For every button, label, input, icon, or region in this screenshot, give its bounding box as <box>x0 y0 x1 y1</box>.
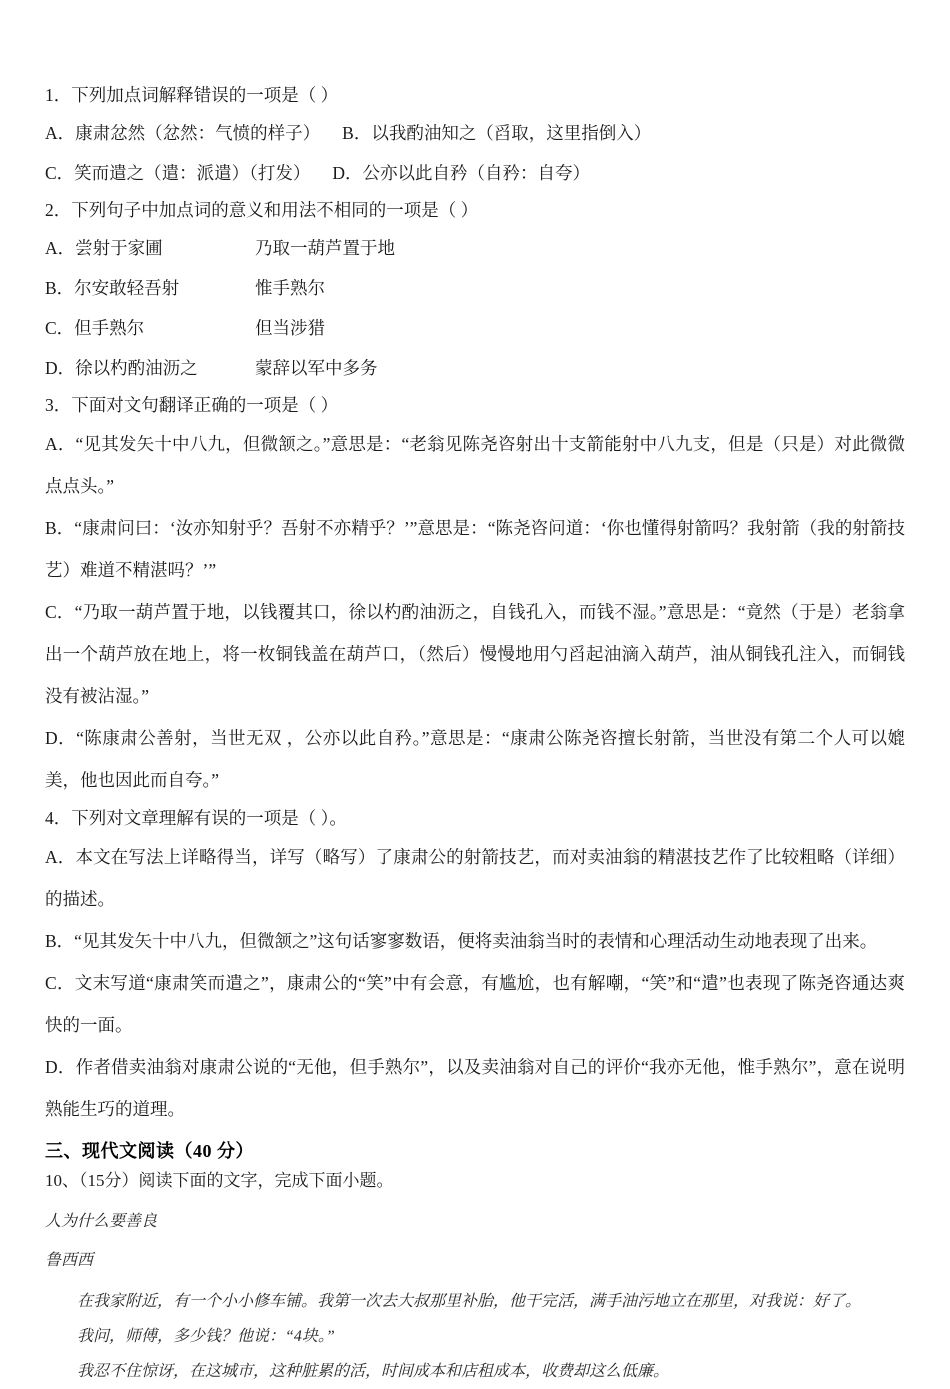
question-4-option-c[interactable]: C．文末写道“康肃笑而遣之”，康肃公的“笑”中有会意，有尴尬，也有解嘲，“笑”和“遣”也表现了陈尧咨通达爽快的一面。 <box>45 973 905 1035</box>
question-1-option-row-1 <box>45 113 905 153</box>
question-3-option-b[interactable]: B．“康肃问曰：‘汝亦知射乎？吾射不亦精乎？’”意思是：“陈尧咨问道：‘你也懂得射箭吗？我射箭（我的射箭技艺）难道不精湛吗？’” <box>45 518 905 580</box>
question-2-option-a[interactable] <box>45 228 905 268</box>
question-4-option-a[interactable]: A．本文在写法上详略得当，详写（略写）了康肃公的射箭技艺，而对卖油翁的精湛技艺作了比较粗略（详细）的描述。 <box>45 847 905 909</box>
question-1-stem: 1．下列加点词解释错误的一项是（ ） <box>45 85 339 105</box>
question-4-option-d[interactable]: D．作者借卖油翁对康肃公说的“无他，但手熟尔”，以及卖油翁对自己的评价“我亦无他，惟手熟尔”，意在说明熟能生巧的道理。 <box>45 1057 905 1119</box>
question-1-option-row-2 <box>45 153 905 193</box>
question-2-option-b-match: 惟手熟尔 <box>255 278 325 298</box>
question-2-option-c-label: C．但手熟尔 <box>45 318 145 338</box>
question-4-option-b[interactable]: B．“见其发矢十中八九，但微颔之”这句话寥寥数语，便将卖油翁当时的表情和心理活动生动地表现了出来。 <box>45 931 878 951</box>
question-1-option-d[interactable]: D．公亦以此自矜（自矜：自夸） <box>332 163 591 183</box>
question-3-option-c[interactable]: C．“乃取一葫芦置于地，以钱覆其口，徐以杓酌油沥之，自钱孔入，而钱不湿。”意思是：“竟然（于是）老翁拿出一个葫芦放在地上，将一枚铜钱盖在葫芦口，（然后）慢慢地用勺舀起油滴入葫芦，油从铜钱孔注入，而铜钱没有被沾湿。” <box>45 602 905 706</box>
question-1-option-a[interactable]: A．康肃忿然（忿然：气愤的样子） <box>45 123 321 143</box>
question-2-option-d[interactable] <box>45 348 905 388</box>
question-2-option-d-label: D．徐以杓酌油沥之 <box>45 358 198 378</box>
passage-author: 鲁西西 <box>45 1252 94 1269</box>
document-body <box>45 78 905 1389</box>
passage-title: 人为什么要善良 <box>45 1213 158 1230</box>
question-2-stem: 2．下列句子中加点词的意义和用法不相同的一项是（ ） <box>45 200 479 220</box>
question-2-option-a-label: A．尝射于家圃 <box>45 238 163 258</box>
question-1-option-c[interactable]: C．笑而遣之（遣：派遣）（打发） <box>45 163 311 183</box>
question-4-stem: 4．下列对文章理解有误的一项是（ ）。 <box>45 808 347 828</box>
question-2-option-b-label: B．尔安敢轻吾射 <box>45 278 180 298</box>
passage-paragraph-1: 在我家附近，有一个小小修车铺。我第一次去大叔那里补胎，他干完活，满手油污地立在那里，对我说：好了。 <box>77 1293 862 1310</box>
question-2-option-a-match: 乃取一葫芦置于地 <box>255 238 395 258</box>
question-2-option-c-match: 但当涉猎 <box>255 318 325 338</box>
passage-paragraph-2: 我问，师傅，多少钱？他说：“4块。” <box>77 1328 335 1345</box>
question-2-option-b[interactable] <box>45 268 905 308</box>
question-10-stem: 10、（15分）阅读下面的文字，完成下面小题。 <box>45 1171 394 1190</box>
question-3-stem: 3．下面对文句翻译正确的一项是（ ） <box>45 395 339 415</box>
question-3-option-a[interactable]: A．“见其发矢十中八九，但微颔之。”意思是：“老翁见陈尧咨射出十支箭能射中八九支，但是（只是）对此微微点点头。” <box>45 434 905 496</box>
section-heading-modern-reading: 三、现代文阅读（40 分） <box>45 1141 254 1161</box>
question-2-option-d-match: 蒙辞以军中多务 <box>255 358 378 378</box>
question-3-option-d[interactable]: D．“陈康肃公善射，当世无双 ，公亦以此自矜。”意思是：“康肃公陈尧咨擅长射箭，当世没有第二个人可以媲美，他也因此而自夸。” <box>45 728 905 790</box>
question-1-option-b[interactable]: B．以我酌油知之（舀取，这里指倒入） <box>342 123 652 143</box>
question-2-option-c[interactable] <box>45 308 905 348</box>
passage-paragraph-3: 我忍不住惊讶，在这城市，这种脏累的活，时间成本和店租成本，收费却这么低廉。 <box>77 1363 670 1380</box>
